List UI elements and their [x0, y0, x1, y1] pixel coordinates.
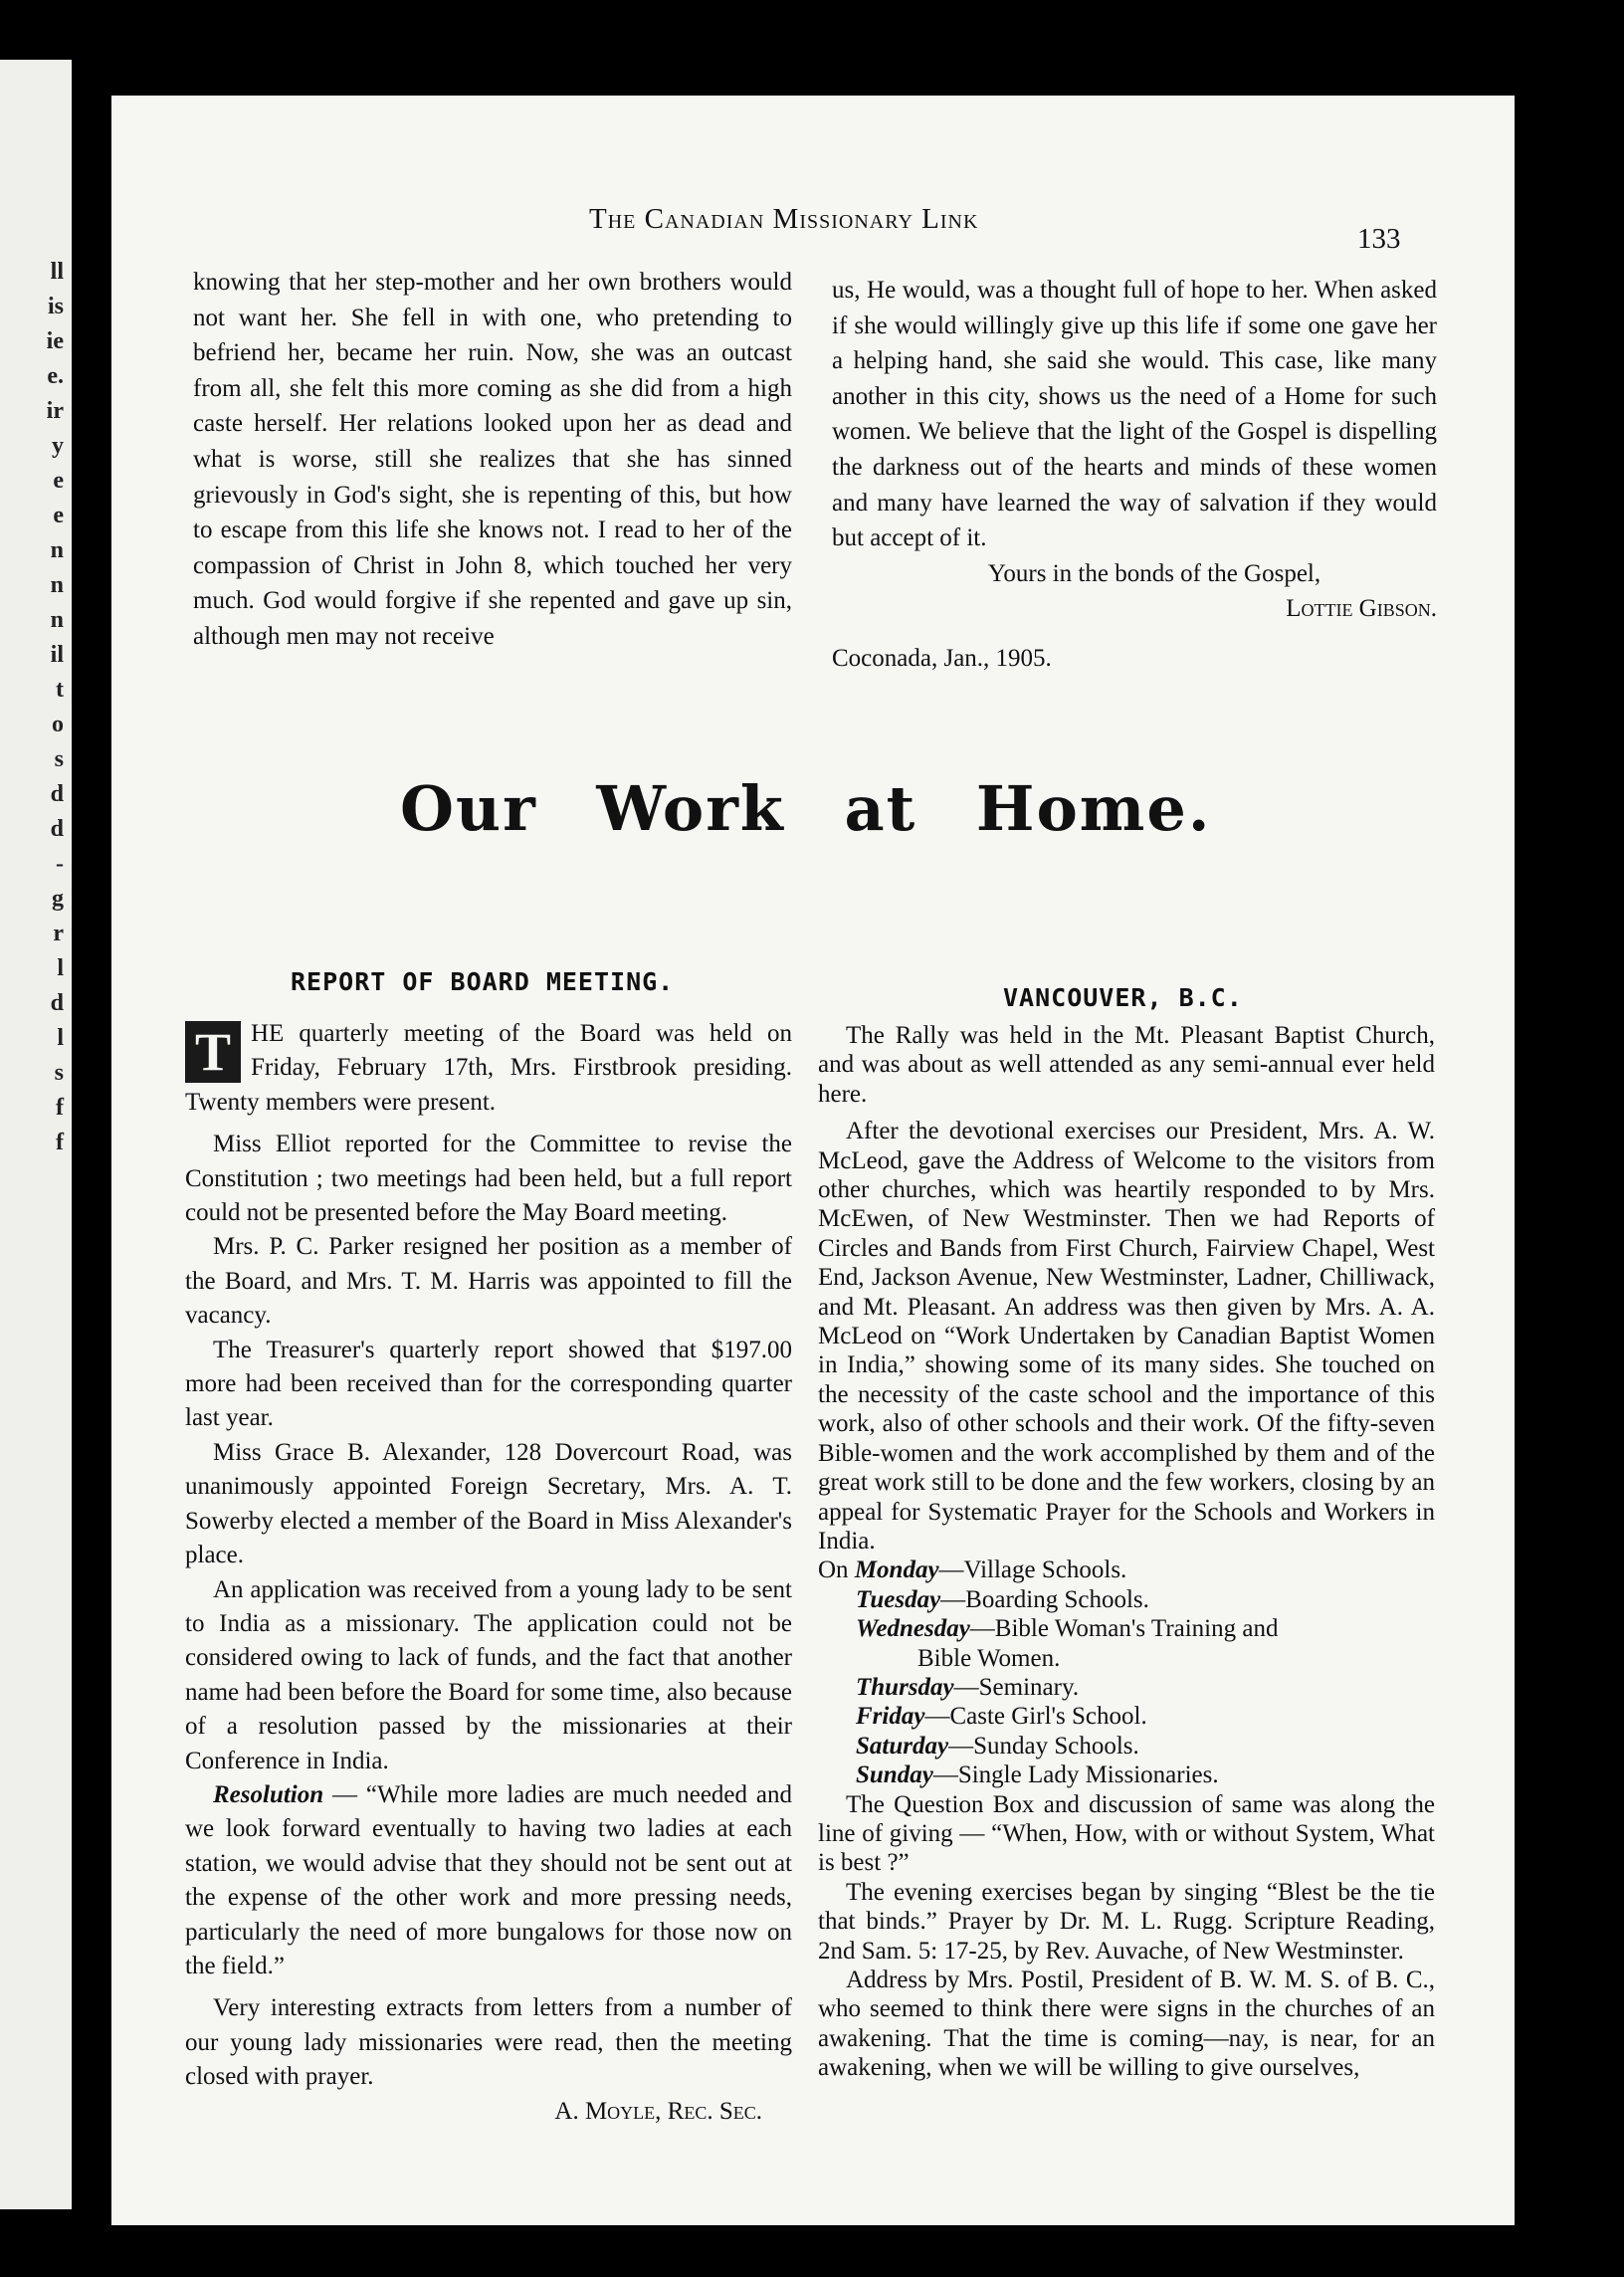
adjacent-page-fragment: ie [46, 328, 64, 354]
document-page [111, 96, 1515, 2225]
board-paragraph-5: Miss Grace B. Alexander, 128 Dovercourt Road, was unanimously appointed Foreign Secretary, Mrs. A. T. Sowerby elected a member of the Board in Miss Alexander's place. [185, 1438, 792, 1569]
vancouver-heading: VANCOUVER, B.C. [1003, 983, 1243, 1012]
running-title: The Canadian Missionary Link [589, 203, 979, 235]
board-report-heading: REPORT OF BOARD MEETING. [291, 967, 675, 996]
adjacent-page-fragment: n [50, 537, 64, 563]
board-paragraph-3: Mrs. P. C. Parker resigned her position as a member of the Board, and Mrs. T. M. Harris was appointed to fill the vacancy. [185, 1233, 792, 1330]
vancouver-column [818, 1021, 1435, 2083]
schedule-day: Friday [856, 1703, 925, 1731]
adjacent-page-fragment: t [56, 677, 64, 703]
adjacent-page-fragment: n [50, 572, 64, 598]
continued-letter-text-right: us, He would, was a thought full of hope to her. When asked if she would willingly give up this life if some one gave her a helping hand, she said she would. This case, like many another in this city, shows us the need of a Home for such women. We believe that the light of the Gospel is dispelling the darkness out of the hearts and minds of these women and many have learned the way of salvation if they would but accept of it. [832, 277, 1437, 552]
schedule-item [818, 1555, 1435, 1584]
schedule-day: Saturday [856, 1732, 949, 1760]
schedule-item [818, 1614, 1435, 1643]
schedule-text: —Boarding Schools. [940, 1585, 1149, 1613]
adjacent-page-fragment: - [56, 851, 64, 877]
schedule-text: —Village Schools. [938, 1556, 1127, 1584]
resolution-paragraph [185, 1778, 792, 1983]
prayer-schedule [818, 1555, 1435, 1789]
vancouver-paragraph-5: Address by Mrs. Postil, President of B. W. M. S. of B. C., who seemed to think there were signs in the churches of an awakening. That the time is coming—nay, is near, for an awakening, when we will be willing to give ourselves, [818, 1966, 1435, 2082]
board-paragraph-6: An application was received from a young lady to be sent to India as a missionary. The application could not be considered owing to lack of funds, and the fact that another name had been before the Board for some time, also because of a resolution passed by the missionaries at their Conference in India. [185, 1575, 792, 1774]
resolution-label: Resolution [213, 1780, 324, 1808]
schedule-day: Monday [854, 1556, 939, 1584]
adjacent-page-fragment: s [54, 746, 64, 772]
vancouver-paragraph-1: The Rally was held in the Mt. Pleasant Baptist Church, and was about as well attended as any semi-annual ever held here. [818, 1022, 1435, 1108]
schedule-item [818, 1702, 1435, 1731]
adjacent-page-fragment: f [56, 1130, 64, 1155]
adjacent-page-fragment: r [53, 921, 64, 946]
board-closing-paragraph: Very interesting extracts from letters from a number of our young lady missionaries were read, then the meeting closed with prayer. [185, 1994, 792, 2091]
adjacent-page-fragment: d [50, 816, 64, 842]
schedule-text: —Single Lady Missionaries. [932, 1761, 1219, 1789]
schedule-item [818, 1732, 1435, 1760]
adjacent-page-fragment: l [57, 1025, 64, 1051]
schedule-item [818, 1760, 1435, 1789]
schedule-day: Thursday [856, 1673, 954, 1701]
section-banner: Our Work at Home. [400, 772, 1212, 845]
schedule-text: —Sunday Schools. [948, 1732, 1139, 1760]
schedule-day: Sunday [856, 1761, 933, 1789]
adjacent-page-fragment: s [54, 1060, 64, 1086]
adjacent-page-fragment: f [56, 1095, 64, 1121]
board-paragraph-4: The Treasurer's quarterly report showed that $197.00 more had been received than for the corresponding quarter last year. [185, 1336, 792, 1432]
vancouver-paragraph-2: After the devotional exercises our President, Mrs. A. W. McLeod, gave the Address of Welcome to the visitors from other churches, which was heartily responded to by Mrs. McEwen, of New Westminster. Then we had Reports of Circles and Bands from First Church, Fairview Chapel, West End, Jackson Avenue, New Westminster, Ladner, Chilliwack, and Mt. Pleasant. An address was then given by Mrs. A. A. McLeod on “Work Undertaken by Canadian Baptist Women in India,” showing some of its many sides. She touched on the necessity of the caste school and the importance of this work, also of other schools and their work. Of the fifty-seven Bible-women and the work accomplished by them and of the great work still to be done and the few workers, closing by an appeal for Systematic Prayer for the Schools and Workers in India. [818, 1118, 1435, 1554]
schedule-prefix: On [818, 1556, 849, 1584]
letter-signature: Lottie Gibson. [1286, 595, 1437, 623]
board-paragraph-1-text: HE quarterly meeting of the Board was held on Friday, February 17th, Mrs. Firstbrook presiding. Twenty members were present. [185, 1020, 792, 1116]
letter-place-date: Coconada, Jan., 1905. [832, 644, 1052, 672]
adjacent-page-fragment: il [50, 642, 64, 668]
adjacent-page-fragment: n [50, 607, 64, 633]
adjacent-page-fragment: ir [46, 398, 64, 424]
schedule-text: Bible Women. [917, 1644, 1061, 1672]
schedule-text: —Caste Girl's School. [924, 1703, 1147, 1731]
adjacent-page-edge [0, 60, 72, 2209]
adjacent-page-fragment: d [50, 781, 64, 807]
resolution-text: — “While more ladies are much needed and we look forward eventually to having two ladies at each station, we would advise that they should not be sent out at the expense of the other work and more pressing needs, particularly the need of more bungalows for those now on the field.” [185, 1780, 792, 1979]
adjacent-page-fragment: g [52, 886, 64, 912]
adjacent-page-fragment: o [52, 712, 64, 737]
board-paragraph-2: Miss Elliot reported for the Committee to revise the Constitution ; two meetings had been held, but a full report could not be presented before the May Board meeting. [185, 1131, 792, 1227]
schedule-item [818, 1673, 1435, 1702]
adjacent-page-fragment: is [47, 294, 64, 319]
adjacent-page-fragment: l [57, 955, 64, 981]
schedule-text: —Bible Woman's Training and [969, 1615, 1279, 1643]
board-signature: A. Moyle, Rec. Sec. [554, 2097, 762, 2125]
drop-cap: T [185, 1021, 241, 1083]
adjacent-page-fragment: e [53, 468, 64, 494]
vancouver-paragraph-4: The evening exercises began by singing “Blest be the tie that binds.” Prayer by Dr. M. L. Rugg. Scripture Reading, 2nd Sam. 5: 17-25, by Rev. Auvache, of New Westminster. [818, 1878, 1435, 1965]
vancouver-paragraph-3: The Question Box and discussion of same was along the line of giving — “When, How, with or without System, What is best ?” [818, 1790, 1435, 1877]
page-number: 133 [1357, 223, 1401, 255]
schedule-item [818, 1644, 1435, 1673]
letter-closing: Yours in the bonds of the Gospel, [987, 559, 1321, 587]
top-right-column [832, 273, 1437, 677]
continued-letter-text: knowing that her step-mother and her own brothers would not want her. She fell in with one, who pretending to befriend her, became her ruin. Now, she was an outcast from all, she felt this more coming as she did from a high caste herself. Her relations looked upon her as dead and what is worse, still she realizes that she has sinned grievously in God's sight, she is repenting of this, but how to escape from this life she knows not. I read to her of the compassion of Christ in John 8, which touched her very much. God would forgive if she repented and gave up sin, although men may not receive [193, 269, 792, 650]
schedule-day: Wednesday [856, 1615, 970, 1643]
schedule-text: —Seminary. [953, 1673, 1080, 1701]
board-report-column [185, 1017, 792, 2129]
adjacent-page-fragment: d [50, 990, 64, 1016]
top-left-column [193, 265, 792, 655]
adjacent-page-fragment: y [52, 433, 64, 459]
adjacent-page-fragment: e. [47, 363, 64, 389]
adjacent-page-fragment: e [53, 503, 64, 528]
board-paragraph-1 [185, 1017, 792, 1120]
schedule-item [818, 1585, 1435, 1614]
adjacent-page-fragment: ll [50, 259, 64, 285]
schedule-day: Tuesday [856, 1585, 941, 1613]
